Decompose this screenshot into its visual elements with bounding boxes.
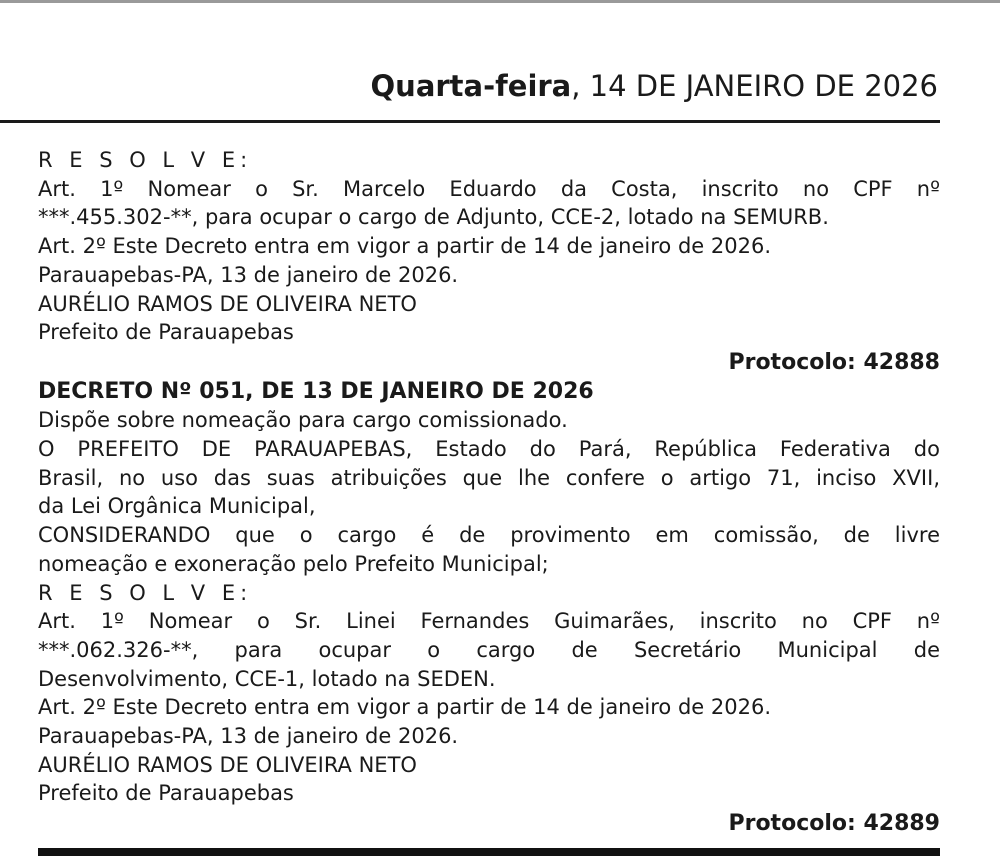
resolve-heading: R E S O L V E: [38,580,253,605]
preamble-line-3: da Lei Orgânica Municipal, [38,494,316,519]
article-1-line-3: Desenvolvimento, CCE-1, lotado na SEDEN. [38,666,496,691]
header-weekday: Quarta-feira [370,69,572,103]
preamble-line-1: O PREFEITO DE PARAUAPEBAS, Estado do Pará, República Federativa do [38,437,940,462]
signer-name: AURÉLIO RAMOS DE OLIVEIRA NETO [38,752,417,777]
resolve-heading: R E S O L V E: [38,148,253,172]
article-2: Art. 2º Este Decreto entra em vigor a partir de 14 de janeiro de 2026. [38,234,771,259]
article-1-line-1: Art. 1º Nomear o Sr. Marcelo Eduardo da Costa, inscrito no CPF nº [38,176,940,201]
decree-block-previous [38,146,940,378]
considering-line-1: CONSIDERANDO que o cargo é de provimento em comissão, de livre [38,523,940,548]
page-top-edge [0,0,1000,3]
signer-title: Prefeito de Parauapebas [38,320,294,345]
place-date: Parauapebas-PA, 13 de janeiro de 2026. [38,724,459,749]
page-header-date [371,66,938,106]
article-1-line-2: ***.062.326-**, para ocupar o cargo de Secretário Municipal de [38,637,940,662]
place-date: Parauapebas-PA, 13 de janeiro de 2026. [38,262,459,287]
signer-title: Prefeito de Parauapebas [38,781,294,806]
protocol-number: Protocolo: 42889 [728,811,940,837]
protocol-number: Protocolo: 42888 [728,349,940,375]
signer-name: AURÉLIO RAMOS DE OLIVEIRA NETO [38,291,417,316]
header-date: , 14 DE JANEIRO DE 2026 [571,69,938,103]
considering-line-2: nomeação e exoneração pelo Prefeito Municipal; [38,551,549,576]
article-1-line-2: ***.455.302-**, para ocupar o cargo de Adjunto, CCE-2, lotado na SEMURB. [38,205,829,230]
article-2: Art. 2º Este Decreto entra em vigor a partir de 14 de janeiro de 2026. [38,695,771,720]
bottom-divider [38,848,940,856]
decree-title: DECRETO Nº 051, DE 13 DE JANEIRO DE 2026 [38,378,594,404]
decree-block-051 [38,378,940,839]
gazette-content [38,146,940,839]
decree-summary: Dispõe sobre nomeação para cargo comissionado. [38,408,568,433]
preamble-line-2: Brasil, no uso das suas atribuições que lhe confere o artigo 71, inciso XVII, [38,465,940,490]
article-1-line-1: Art. 1º Nomear o Sr. Linei Fernandes Guimarães, inscrito no CPF nº [38,609,940,634]
header-divider [0,120,940,123]
